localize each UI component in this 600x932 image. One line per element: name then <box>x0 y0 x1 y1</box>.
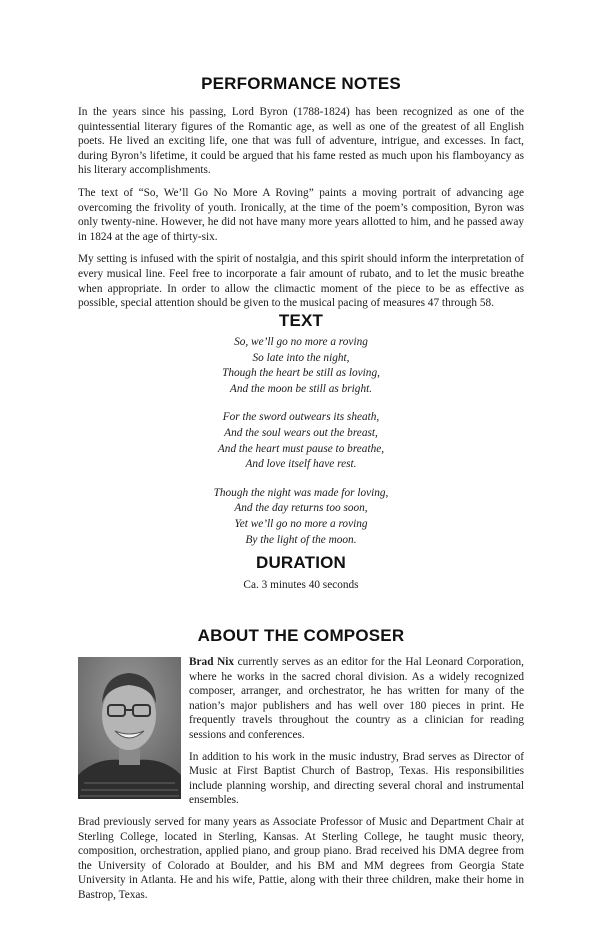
poem-stanza <box>78 486 524 548</box>
duration-heading: DURATION <box>255 553 347 572</box>
poem-line: And the soul wears out the breast, <box>224 426 378 439</box>
about-paragraph: In addition to his work in the music industry, Brad serves as Director of Music at First Baptist Church of Bastrop, Texas. His responsibilities include planning worship, and directing several choral and instrumental ensembles. <box>189 750 524 807</box>
composer-photo <box>78 657 181 799</box>
performance-notes-section <box>78 74 524 311</box>
composer-name: Brad Nix <box>189 656 235 668</box>
poem-line: So late into the night, <box>252 351 350 364</box>
poem-line: And love itself have rest. <box>245 458 357 471</box>
about-paragraph: Brad previously served for many years as Associate Professor of Music and Department Chair at Sterling College, located in Sterling, Kansas. At Sterling College, he taught music theory, composition, orchestration, applied piano, and group piano. Brad received his DMA degree from the University of Colorado at Boulder, and his BM and MM degrees from Georgia State University in Atlanta. He and his wife, Pattie, along with their three children, make their home in Bastrop, Texas. <box>78 815 524 901</box>
performance-notes-paragraph: My setting is infused with the spirit of nostalgia, and this spirit should inform the interpretation of every musical line. Feel free to incorporate a fair amount of rubato, and to let the music breathe when appropriate. In order to allow the climactic moment of the piece to be as effective as possible, special attention should be given to the musical pacing of measures 47 through 58. <box>78 253 524 310</box>
poem-line: And the day returns too soon, <box>234 502 368 515</box>
poem-line: Though the heart be still as loving, <box>222 367 380 380</box>
text-heading: TEXT <box>278 311 324 330</box>
performance-notes-heading: PERFORMANCE NOTES <box>201 74 401 93</box>
poem-line: Though the night was made for loving, <box>213 486 389 499</box>
duration-value: Ca. 3 minutes 40 seconds <box>243 579 359 591</box>
poem-line: So, we’ll go no more a roving <box>234 336 368 348</box>
text-section <box>78 311 524 548</box>
poem-line: For the sword outwears its sheath, <box>222 411 380 424</box>
about-composer-heading: ABOUT THE COMPOSER <box>197 626 405 645</box>
about-composer-section <box>78 626 524 903</box>
performance-notes-paragraph: In the years since his passing, Lord Byron (1788-1824) has been recognized as one of the quintessential literary figures of the Romantic age, as well as one of the greatest of all English poets. He lived an exciting life, one that was full of adventure, intrigue, and excesses. In fact, during Byron’s lifetime, it could be argued that his fame rested as much upon his flamboyancy as his literary accomplishments. <box>78 106 524 177</box>
performance-notes-paragraph: The text of “So, We’ll Go No More A Roving” paints a moving portrait of advancing age overcoming the frivolity of youth. Ironically, at the time of the poem’s composition, Byron was only twenty-nine. However, he did not have many more years allotted to him, and he passed away in 1824 at the age of thirty-six. <box>78 186 524 243</box>
poem-line: And the heart must pause to breathe, <box>217 442 385 455</box>
about-paragraph-text: currently serves as an editor for the Hal Leonard Corporation, where he works in the sacred choral division. As a widely recognized composer, arranger, and orchestrator, he has written for many of the nation’s major publishers and has well over 180 pieces in print. He frequently travels throughout the country as a clinician for reading sessions and conferences. <box>189 656 524 741</box>
duration-section <box>78 553 524 591</box>
poem-stanza <box>78 335 524 397</box>
poem-line: By the light of the moon. <box>245 533 357 546</box>
poem-line: And the moon be still as bright. <box>229 382 373 395</box>
poem-line: Yet we’ll go no more a roving <box>234 517 368 530</box>
poem <box>78 335 524 548</box>
poem-stanza <box>78 410 524 472</box>
